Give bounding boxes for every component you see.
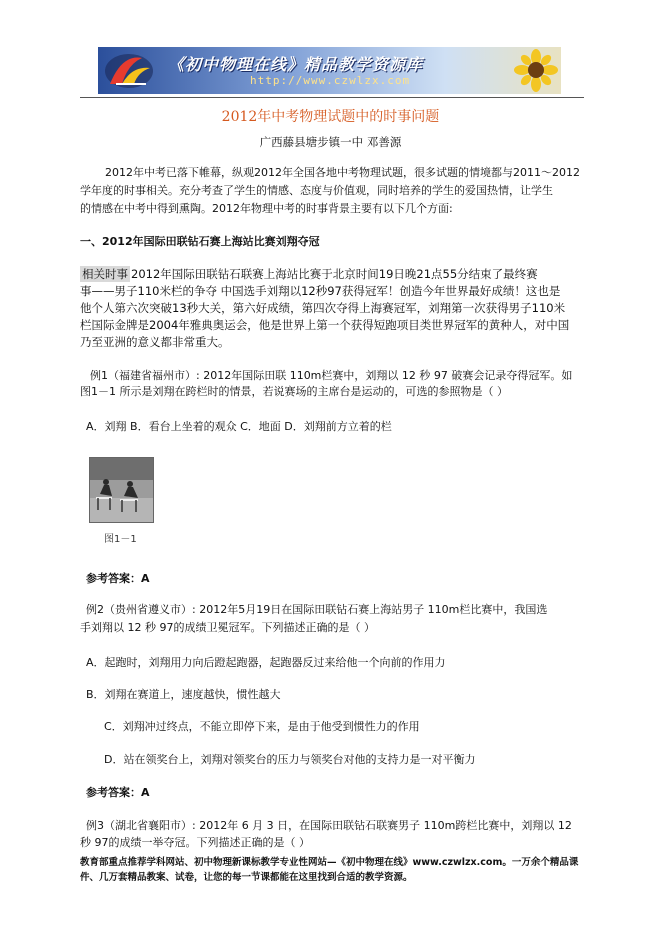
banner-url[interactable]: http://www.czwlzx.com xyxy=(250,74,411,87)
example1-options: A．刘翔 B．看台上坐着的观众 C．地面 D．刘翔前方立着的栏 xyxy=(86,420,392,433)
intro-line-2: 学年度的时事相关。充分考查了学生的情感、态度与价值观，同时培养的学生的爱国热情，让学生 xyxy=(80,184,553,197)
example2-stem-2: 手刘翔以 12 秒 97的成绩卫冕冠军。下列描述正确的是（ ） xyxy=(80,621,375,634)
intro-line-1: 2012年中考已落下帷幕，纵观2012年全国各地中考物理试题，很多试题的情境都与2011～2012 xyxy=(105,166,580,179)
background-line-3: 他个人第六次突破13秒大关，第六好成绩，第四次夺得上海赛冠军，刘翔第一次获得男子110米 xyxy=(80,301,566,315)
background-line-5: 乃至亚洲的意义都非常重大。 xyxy=(80,335,230,349)
background-line-2: 事——男子110米栏的争夺 中国选手刘翔以12秒97获得冠军！创造今年世界最好成绩！这也是 xyxy=(80,284,561,298)
background-text-1: 2012年国际田联钻石联赛上海站比赛于北京时间19日晚21点55分结束了最终赛 xyxy=(131,267,538,281)
footer-line-1: 教育部重点推荐学科网站、初中物理新课标教学专业性网站—《初中物理在线》www.czwlzx.com。一万余个精品课 xyxy=(80,857,579,868)
intro-line-3: 的情感在中考中得到熏陶。2012年物理中考的时事背景主要有以下几个方面: xyxy=(80,202,453,215)
example3-stem-1: 例3（湖北省襄阳市）: 2012年 6 月 3 日，在国际田联钻石联赛男子 110m跨栏比赛中，刘翔以 12 xyxy=(86,819,572,832)
hurdle-photo-image xyxy=(90,458,153,522)
section-heading: 一、2012年国际田联钻石赛上海站比赛刘翔夺冠 xyxy=(80,235,320,248)
article-title: 2012年中考物理试题中的时事问题 xyxy=(221,109,440,125)
example2-option-b: B．刘翔在赛道上，速度越快，惯性越大 xyxy=(86,688,281,701)
background-line-1 xyxy=(80,266,538,282)
example2-option-c: C．刘翔冲过终点，不能立即停下来，是由于他受到惯性力的作用 xyxy=(104,720,420,733)
footer-line-2: 件、几万套精品教案、试卷，让您的每一节课都能在这里找到合适的教学资源。 xyxy=(80,872,413,883)
example2-stem-1: 例2（贵州省遵义市）: 2012年5月19日在国际田联钻石赛上海站男子 110m栏比赛中，我国选 xyxy=(86,603,548,616)
background-line-4: 栏国际金牌是2004年雅典奥运会，他是世界上第一个获得短跑项目类世界冠军的黄种人，对中国 xyxy=(80,318,570,332)
header-divider xyxy=(80,97,584,98)
example1-answer: 参考答案：A xyxy=(86,572,150,585)
sunflower-icon xyxy=(513,49,559,92)
example2-answer: 参考答案：A xyxy=(86,786,150,799)
hurdle-race-photo xyxy=(89,457,154,523)
article-author: 广西藤县塘步镇一中 邓善源 xyxy=(259,135,402,149)
background-tag: 相关时事 xyxy=(82,267,128,281)
example1-stem-1: 例1（福建省福州市）: 2012年国际田联 110m栏赛中，刘翔以 12 秒 97 破赛会记录夺得冠军。如 xyxy=(90,369,573,382)
site-logo-icon xyxy=(102,50,156,91)
example2-option-a: A．起跑时，刘翔用力向后蹬起跑器，起跑器反过来给他一个向前的作用力 xyxy=(86,656,446,669)
banner-title: 《初中物理在线》精品教学资源库 xyxy=(168,55,424,74)
example3-stem-2: 秒 97的成绩一举夺冠。下列描述正确的是（ ） xyxy=(80,836,310,849)
header-banner xyxy=(98,47,561,94)
figure-caption: 图1－1 xyxy=(104,534,137,545)
example1-stem-2: 图1－1 所示是刘翔在跨栏时的情景，若说赛场的主席台是运动的，可选的参照物是（ ） xyxy=(80,385,508,398)
example2-option-d: D．站在领奖台上，刘翔对领奖台的压力与领奖台对他的支持力是一对平衡力 xyxy=(104,753,476,766)
